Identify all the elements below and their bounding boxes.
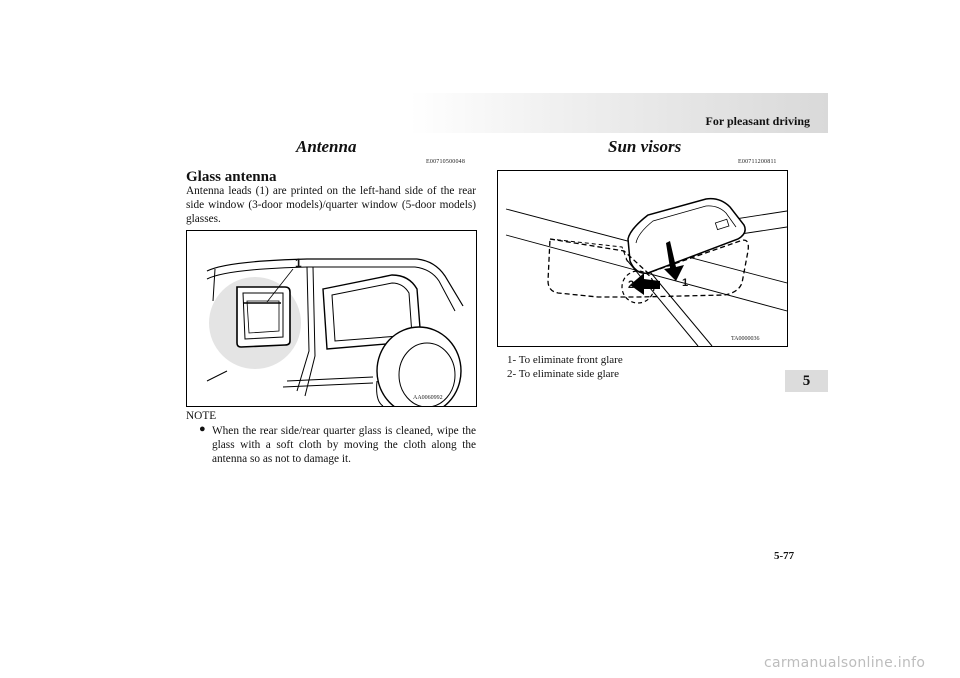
antenna-illustration [187, 231, 476, 406]
legend-item-side-glare: 2- To eliminate side glare [507, 368, 620, 380]
note-label: NOTE [186, 410, 217, 422]
antenna-paragraph: Antenna leads (1) are printed on the left-hand side of the rear side window (3-door models)/quarter window (5-door models) glasses. [186, 185, 476, 225]
antenna-section-code: E00710500048 [426, 159, 466, 165]
page-number: 5-77 [774, 550, 795, 562]
running-header: For pleasant driving [705, 114, 810, 128]
glass-antenna-subtitle: Glass antenna [186, 169, 277, 185]
sun-visor-figure [497, 170, 788, 347]
chapter-tab: 5 [785, 370, 828, 392]
antenna-section-title: Antenna [296, 137, 357, 156]
watermark: carmanualsonline.info [764, 655, 926, 671]
antenna-callout-1: 1 [295, 256, 302, 270]
sun-visor-illustration [498, 171, 787, 346]
note-bullet: ● [199, 423, 206, 435]
note-text: When the rear side/rear quarter glass is cleaned, wipe the glass with a soft cloth by moving the cloth along the antenna so as not to damage it. [212, 425, 476, 465]
visor-callout-1: 1 [682, 277, 689, 289]
legend-item-front-glare: 1- To eliminate front glare [507, 354, 623, 366]
sun-visors-section-code: E00711200811 [738, 159, 777, 165]
antenna-figure-code: AA0060992 [413, 395, 443, 401]
visor-figure-code: TA0000036 [731, 336, 760, 342]
sun-visors-section-title: Sun visors [608, 137, 682, 156]
visor-callout-2: 2 [628, 279, 635, 291]
antenna-figure [186, 230, 477, 407]
